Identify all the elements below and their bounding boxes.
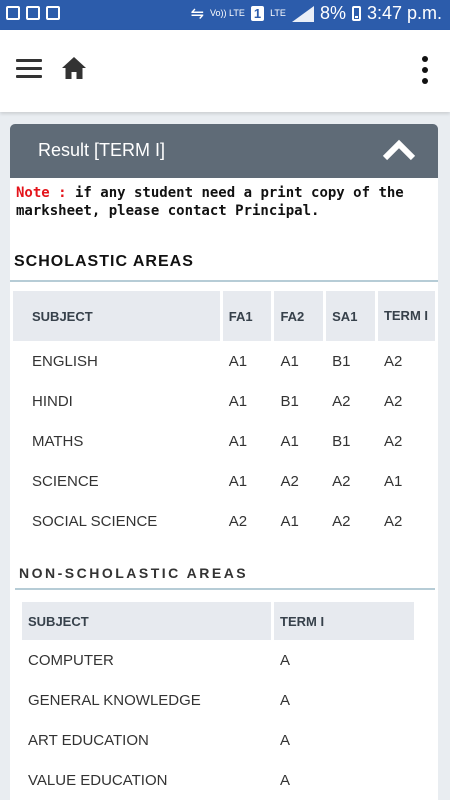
table-row xyxy=(22,640,414,680)
grade-cell: A2 xyxy=(332,472,351,490)
grade-cell: A2 xyxy=(280,472,299,490)
scholastic-table xyxy=(10,291,438,541)
table-row xyxy=(13,501,435,541)
home-icon[interactable] xyxy=(60,54,88,82)
print-note xyxy=(16,184,436,220)
clock: 3:47 p.m. xyxy=(366,3,442,23)
signal-icon xyxy=(292,6,314,22)
grade-cell: B1 xyxy=(332,352,351,370)
grade-cell: A2 xyxy=(383,352,403,370)
result-panel-header[interactable] xyxy=(10,124,438,178)
subject-cell: MATHS xyxy=(32,432,84,450)
panel-title: Result [TERM I] xyxy=(38,140,166,160)
status-bar xyxy=(0,0,450,30)
subject-cell: GENERAL KNOWLEDGE xyxy=(28,691,201,709)
subject-cell: VALUE EDUCATION xyxy=(28,771,168,789)
subject-cell: SOCIAL SCIENCE xyxy=(32,512,158,530)
note-text: if any student need a print copy of the marksheet, please contact Principal. xyxy=(16,185,404,219)
grade-cell: A1 xyxy=(228,352,248,370)
grade-cell: A1 xyxy=(280,512,299,530)
network-type: LTE xyxy=(270,8,286,18)
table-row xyxy=(13,341,435,381)
battery-percent: 8% xyxy=(319,3,346,23)
table-header-row xyxy=(22,602,414,640)
grade-cell: A1 xyxy=(228,432,248,450)
menu-icon[interactable] xyxy=(16,59,42,79)
table-row xyxy=(22,720,414,760)
table-row xyxy=(13,461,435,501)
subject-cell: ENGLISH xyxy=(32,352,98,370)
column-header: TERM I xyxy=(274,602,414,640)
note-label: Note : xyxy=(16,185,67,201)
sim-indicator: 1 xyxy=(251,6,264,21)
app-header xyxy=(0,30,450,112)
column-header: FA1 xyxy=(223,291,272,341)
more-vert-icon[interactable] xyxy=(414,56,436,86)
column-header: SUBJECT xyxy=(13,291,220,341)
grade-cell: A1 xyxy=(280,432,299,450)
vibrate-icon: ⇋ xyxy=(190,5,204,23)
column-header: SA1 xyxy=(326,291,375,341)
grade-cell: B1 xyxy=(332,432,351,450)
subject-cell: HINDI xyxy=(32,392,73,410)
column-header: FA2 xyxy=(274,291,323,341)
table-row xyxy=(13,421,435,461)
mail-icon xyxy=(26,6,40,20)
grade-cell: A2 xyxy=(332,392,351,410)
subject-cell: SCIENCE xyxy=(32,472,99,490)
grade-cell: A1 xyxy=(228,392,248,410)
grade-cell: A1 xyxy=(383,472,403,490)
chevron-up-icon[interactable] xyxy=(382,138,416,162)
volte-indicator: Vo)) LTE xyxy=(210,8,245,18)
column-header: TERM I xyxy=(378,291,435,341)
grade-cell: A xyxy=(280,731,291,749)
grade-cell: B1 xyxy=(280,392,299,410)
image-icon xyxy=(6,6,20,20)
subject-cell: COMPUTER xyxy=(28,651,114,669)
result-content xyxy=(10,178,438,800)
system-icons xyxy=(191,3,442,24)
grade-cell: A1 xyxy=(228,472,248,490)
non-scholastic-title: NON-SCHOLASTIC AREAS xyxy=(19,565,249,581)
divider xyxy=(15,588,435,590)
grade-cell: A2 xyxy=(383,392,403,410)
grade-cell: A2 xyxy=(332,512,351,530)
non-scholastic-table xyxy=(19,602,417,800)
scholastic-title: SCHOLASTIC AREAS xyxy=(14,253,194,270)
message-icon xyxy=(46,6,60,20)
grade-cell: A2 xyxy=(383,512,403,530)
table-row xyxy=(22,680,414,720)
divider xyxy=(10,280,438,282)
grade-cell: A xyxy=(280,691,291,709)
notification-icons xyxy=(6,6,60,20)
grade-cell: A1 xyxy=(280,352,299,370)
battery-icon xyxy=(352,6,361,21)
grade-cell: A xyxy=(280,651,291,669)
column-header: SUBJECT xyxy=(22,602,271,640)
subject-cell: ART EDUCATION xyxy=(28,731,149,749)
grade-cell: A2 xyxy=(228,512,248,530)
table-row xyxy=(13,381,435,421)
grade-cell: A xyxy=(280,771,291,789)
table-header-row xyxy=(13,291,435,341)
grade-cell: A2 xyxy=(383,432,403,450)
table-row xyxy=(22,760,414,800)
